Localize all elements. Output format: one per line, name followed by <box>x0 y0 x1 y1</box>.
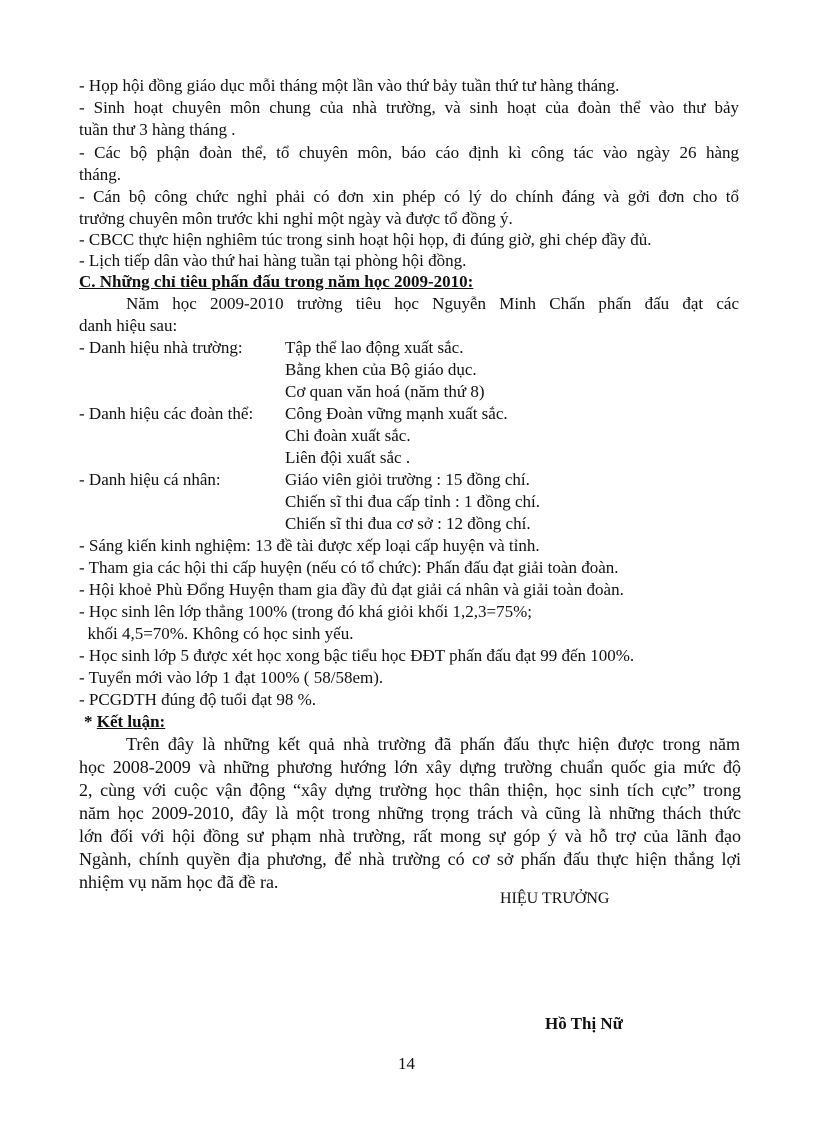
conclusion-line: 2, cùng với cuộc vận động “xây dựng trường học thân thiện, học sinh tích cực” trong <box>79 780 741 800</box>
personal-title-item: Chiến sĩ thi đua cơ sở : 12 đồng chí. <box>285 514 531 533</box>
conclusion-line: Ngành, chính quyền địa phương, để nhà trường có cơ sở phấn đấu thực hiện thắng lợi <box>79 849 741 869</box>
target-line: - Học sinh lớp 5 được xét học xong bậc tiểu học ĐĐT phấn đấu đạt 99 đến 100%. <box>79 646 635 665</box>
rule-line: trưởng chuyên môn trước khi nghỉ một ngày và được tổ đồng ý. <box>79 209 513 228</box>
rule-line: - Cán bộ công chức nghỉ phải có đơn xin phép có lý do chính đáng và gởi đơn cho tổ <box>79 187 739 206</box>
personal-title-item: Chiến sĩ thi đua cấp tỉnh : 1 đồng chí. <box>285 492 540 511</box>
school-title-label: - Danh hiệu nhà trường: <box>79 338 243 357</box>
conclusion-line: năm học 2009-2010, đây là một trong những trọng trách và cũng là những thách thức <box>79 803 741 823</box>
personal-title-item: Giáo viên giỏi trường : 15 đồng chí. <box>285 470 530 489</box>
school-title-item: Tập thể lao động xuất sắc. <box>285 338 464 357</box>
union-title-label: - Danh hiệu các đoàn thể: <box>79 404 254 423</box>
conclusion-line: học 2008-2009 và những phương hướng lớn xây dựng trường chuẩn quốc gia mức độ <box>79 757 741 777</box>
union-title-item: Công Đoàn vững mạnh xuất sắc. <box>285 404 508 423</box>
conclusion-heading: * Kết luận: <box>84 712 166 731</box>
rule-line: - Lịch tiếp dân vào thứ hai hàng tuần tại phòng hội đồng. <box>79 251 467 270</box>
rule-line: tháng. <box>79 165 122 184</box>
section-c-intro: danh hiệu sau: <box>79 316 178 335</box>
conclusion-line: nhiệm vụ năm học đã đề ra. <box>79 872 279 892</box>
rule-line: tuần thư 3 hàng tháng . <box>79 120 236 139</box>
section-c-heading: C. Những chỉ tiêu phấn đấu trong năm học 2009-2010: <box>79 272 474 291</box>
rule-line: - Các bộ phận đoàn thể, tổ chuyên môn, báo cáo định kì công tác vào ngày 26 hàng <box>79 143 739 162</box>
school-title-item: Cơ quan văn hoá (năm thứ 8) <box>285 382 485 401</box>
target-line: - Học sinh lên lớp thẳng 100% (trong đó khá giỏi khối 1,2,3=75%; <box>79 602 532 621</box>
target-line: - Tuyển mới vào lớp 1 đạt 100% ( 58/58em). <box>79 668 384 687</box>
target-line: - Tham gia các hội thi cấp huyện (nếu có tổ chức): Phấn đấu đạt giải toàn đoàn. <box>79 558 619 577</box>
rule-line: - CBCC thực hiện nghiêm túc trong sinh hoạt hội họp, đi đúng giờ, ghi chép đầy đủ. <box>79 230 652 249</box>
target-line: khối 4,5=70%. Không có học sinh yếu. <box>79 624 354 643</box>
signature-title: HIỆU TRƯỞNG <box>500 890 610 907</box>
conclusion-line: lớn đối với hội đồng sư phạm nhà trường, rất mong sự góp ý và hỗ trợ của lãnh đạo <box>79 826 741 846</box>
target-line: - Sáng kiến kinh nghiệm: 13 đề tài được xếp loại cấp huyện và tỉnh. <box>79 536 540 555</box>
union-title-item: Chi đoàn xuất sắc. <box>285 426 411 445</box>
target-line: - Hội khoẻ Phù Đổng Huyện tham gia đầy đủ đạt giải cá nhân và giải toàn đoàn. <box>79 580 624 599</box>
rule-line: - Sinh hoạt chuyên môn chung của nhà trường, và sinh hoạt của đoàn thể vào thư bảy <box>79 98 739 117</box>
school-title-item: Bằng khen của Bộ giáo dục. <box>285 360 477 379</box>
personal-title-label: - Danh hiệu cá nhân: <box>79 470 221 489</box>
section-c-intro: Năm học 2009-2010 trường tiêu học Nguyễn Minh Chấn phấn đấu đạt các <box>126 294 739 313</box>
target-line: - PCGDTH đúng độ tuổi đạt 98 %. <box>79 690 317 709</box>
union-title-item: Liên đội xuất sắc . <box>285 448 411 467</box>
page-number: 14 <box>398 1054 415 1073</box>
signature-name: Hồ Thị Nữ <box>545 1014 623 1033</box>
conclusion-line: Trên đây là những kết quả nhà trường đã phấn đấu thực hiện được trong năm <box>126 734 740 754</box>
rule-line: - Họp hội đồng giáo dục mỗi tháng một lần vào thứ bảy tuần thứ tư hàng tháng. <box>79 76 620 95</box>
